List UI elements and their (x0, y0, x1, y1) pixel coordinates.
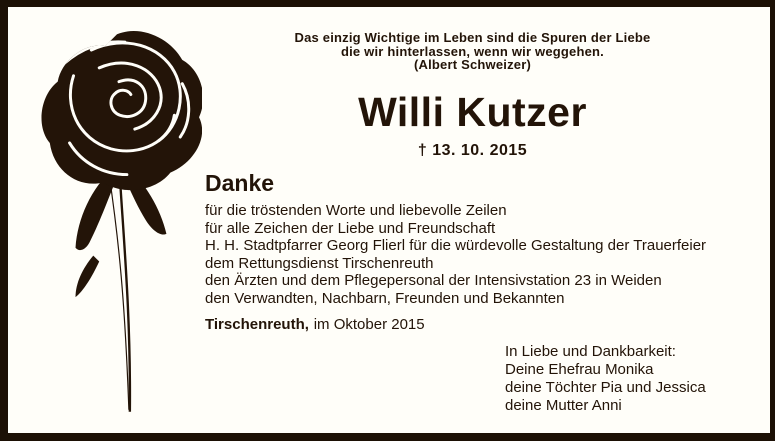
deceased-name: Willi Kutzer (358, 88, 587, 135)
quote-line-1: Das einzig Wichtige im Leben sind die Spuren der Liebe (294, 30, 651, 45)
thanks-block (205, 170, 765, 307)
thanks-line: für die tröstenden Worte und liebevolle Zeilen (205, 202, 507, 219)
rose-icon (34, 23, 202, 421)
signature-line: deine Mutter Anni (505, 397, 622, 414)
thanks-line: den Verwandten, Nachbarn, Freunden und Bekannten (205, 289, 565, 307)
header-block (200, 31, 745, 160)
thanks-line: den Ärzten und dem Pflegepersonal der Intensivstation 23 in Weiden (205, 272, 662, 289)
thanks-lines (205, 202, 765, 307)
signature-block (505, 343, 706, 415)
signature-line: Deine Ehefrau Monika (505, 361, 654, 378)
thanks-heading: Danke (205, 170, 275, 196)
dateline-place: Tirschenreuth, (205, 316, 309, 333)
signature-line: In Liebe und Dankbarkeit: (505, 343, 676, 360)
quote-attribution: (Albert Schweizer) (413, 57, 531, 72)
quote-line-2: die wir hinterlassen, wenn wir weggehen. (340, 43, 604, 59)
death-date: † 13. 10. 2015 (417, 141, 528, 159)
dateline-date: im Oktober 2015 (313, 316, 425, 333)
rose-stem (109, 163, 130, 412)
thanks-line: für alle Zeichen der Liebe und Freundschaft (205, 219, 496, 237)
dateline (205, 316, 425, 333)
thanks-line: dem Rettungsdienst Tirschenreuth (205, 254, 434, 272)
thanks-line: H. H. Stadtpfarrer Georg Flierl für die würdevolle Gestaltung der Trauerfeier (205, 237, 707, 254)
signature-line: deine Töchter Pia und Jessica (505, 379, 706, 396)
